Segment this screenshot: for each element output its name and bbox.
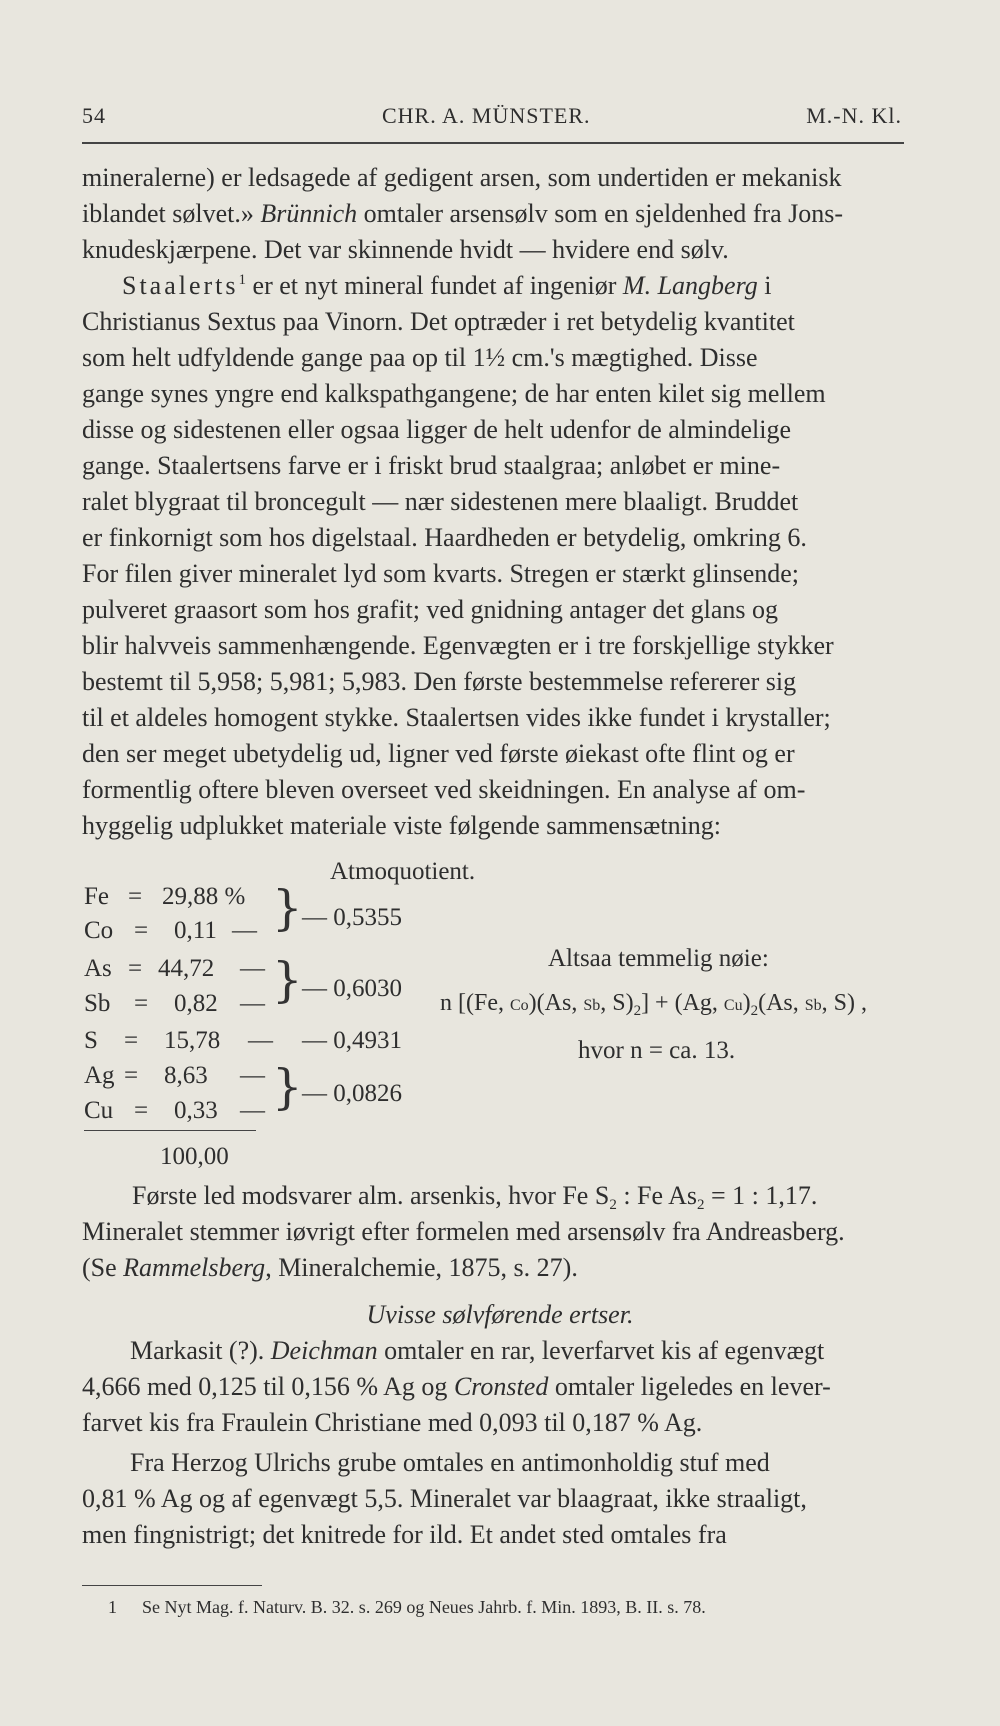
- percent-value: 44,72: [158, 955, 215, 982]
- text-line: ralet blygraat til broncegult — nær sidestenen mere blaaligt. Bruddet: [82, 487, 799, 516]
- text-line: farvet kis fra Fraulein Christiane med 0,093 til 0,187 % Ag.: [82, 1408, 703, 1437]
- text-line: mineralerne) er ledsagede af gedigent arsen, som undertiden er mekanisk: [82, 163, 842, 192]
- element-symbol: S: [84, 1027, 98, 1054]
- percent-value: 15,78: [164, 1027, 221, 1054]
- text-line: er finkornigt som hos digelstaal. Haardheden er betydelig, omkring 6.: [82, 523, 807, 552]
- footnote-marker: 1: [238, 272, 247, 288]
- mineral-name: Staalerts: [122, 271, 239, 300]
- percent-value: 8,63: [164, 1062, 208, 1089]
- text-fragment: , Mineralchemie, 1875, s. 27).: [265, 1253, 578, 1282]
- formula-part: (As,: [758, 990, 805, 1016]
- author-name: Deichman: [270, 1336, 378, 1365]
- text-fragment: i: [757, 271, 772, 300]
- text-fragment: : Fe As: [616, 1181, 697, 1210]
- subscript: 2: [609, 1197, 617, 1213]
- row-dash: —: [240, 990, 265, 1017]
- table-row: [84, 955, 265, 983]
- text-line: [82, 1369, 904, 1405]
- formula-subscript: 2: [633, 1003, 642, 1019]
- paragraph-intro: [82, 160, 904, 268]
- brace-ag-cu: }: [272, 1059, 303, 1115]
- header-rule: [82, 142, 904, 144]
- conclusion-n: hvor n = ca. 13.: [578, 1037, 736, 1064]
- element-symbol: As: [84, 955, 112, 982]
- running-series: M.-N. Kl.: [806, 103, 902, 128]
- equals-sign: =: [134, 990, 149, 1017]
- section-heading: Uvisse sølvførende ertser.: [366, 1300, 634, 1329]
- table-row: [84, 1062, 265, 1090]
- brace-fe-co: }: [272, 880, 303, 936]
- author-name: Cronsted: [453, 1372, 549, 1401]
- quotient-ag-cu: — 0,0826: [302, 1080, 402, 1107]
- element-symbol: Cu: [84, 1097, 114, 1124]
- formula-subscript: 2: [750, 1003, 759, 1019]
- quotient-fe-co: — 0,5355: [302, 904, 402, 931]
- brace-as-sb: }: [272, 952, 303, 1008]
- text-fragment: Første led modsvarer alm. arsenkis, hvor Fe S: [132, 1181, 610, 1210]
- paragraph-arsenkis: [82, 1178, 904, 1286]
- element-symbol: Sb: [84, 990, 111, 1017]
- text-fragment: omtaler en rar, leverfarvet kis af egenvægt: [377, 1336, 825, 1365]
- footnote-text: Se Nyt Mag. f. Naturv. B. 32. s. 269 og Neues Jahrb. f. Min. 1893, B. II. s. 78.: [142, 1597, 706, 1617]
- row-dash: —: [240, 955, 265, 982]
- paragraph-markasit: [82, 1333, 904, 1441]
- text-fragment: er et nyt mineral fundet af ingeniør: [246, 271, 623, 300]
- formula-small: Cu: [723, 997, 743, 1014]
- author-name: Rammelsberg: [123, 1253, 266, 1282]
- equals-sign: =: [124, 1027, 139, 1054]
- paragraph-staalerts: [82, 268, 904, 844]
- text-line: Fra Herzog Ulrichs grube omtales en antimonholdig stuf med: [130, 1448, 770, 1477]
- formula-part: ): [742, 990, 751, 1016]
- total-value: 100,00: [160, 1143, 229, 1170]
- text-line: men fingnistrigt; det knitrede for ild. Et andet sted omtales fra: [82, 1520, 727, 1549]
- text-fragment: iblandet sølvet.»: [82, 199, 261, 228]
- text-line: gange. Staalertsens farve er i friskt brud staalgraa; anløbet er mine-: [82, 451, 781, 480]
- text-line: disse og sidestenen eller ogsaa ligger de helt udenfor de almindelige: [82, 415, 791, 444]
- equals-sign: =: [128, 883, 143, 910]
- percent-value: 0,11: [174, 917, 217, 944]
- conclusion-label: Altsaa temmelig nøie:: [548, 945, 769, 972]
- formula-part: , S) ,: [821, 990, 868, 1016]
- equals-sign: =: [134, 917, 149, 944]
- row-dash: —: [232, 917, 257, 944]
- table-row: [84, 1097, 265, 1125]
- text-fragment: omtaler arsensølv som en sjeldenhed fra Jons-: [357, 199, 844, 228]
- atmoquotient-header: Atmoquotient.: [330, 858, 476, 885]
- footnote: [108, 1597, 706, 1618]
- engineer-name: M. Langberg: [622, 271, 758, 300]
- table-row: [84, 1027, 273, 1055]
- text-line: 0,81 % Ag og af egenvægt 5,5. Mineralet var blaagraat, ikke straaligt,: [82, 1484, 807, 1513]
- formula-part: , S): [600, 990, 634, 1016]
- footnote-marker: 1: [108, 1597, 117, 1617]
- footnote-rule: [82, 1585, 262, 1586]
- equals-sign: =: [124, 1062, 139, 1089]
- text-line: pulveret graasort som hos grafit; ved gnidning antager det glans og: [82, 595, 779, 624]
- text-line: til et aldeles homogent stykke. Staalertsen vides ikke fundet i krystaller;: [82, 703, 831, 732]
- row-dash: —: [240, 1062, 265, 1089]
- element-symbol: Co: [84, 917, 114, 944]
- percent-value: 0,33: [174, 1097, 218, 1124]
- text-line: [82, 1250, 904, 1286]
- text-line: bestemt til 5,958; 5,981; 5,983. Den første bestemmelse refererer sig: [82, 667, 797, 696]
- formula-small: Sb: [583, 997, 601, 1014]
- quotient-as-sb: — 0,6030: [302, 975, 402, 1002]
- text-line: hyggelig udplukket materiale viste følgende sammensætning:: [82, 811, 722, 840]
- text-fragment: omtaler ligeledes en lever-: [548, 1372, 831, 1401]
- running-author: CHR. A. MÜNSTER.: [382, 103, 591, 128]
- text-fragment: 4,666 med 0,125 til 0,156 % Ag og: [82, 1372, 454, 1401]
- text-line: knudeskjærpene. Det var skinnende hvidt — hvidere end sølv.: [82, 235, 729, 264]
- table-row: [84, 883, 245, 911]
- formula-small: Sb: [804, 997, 822, 1014]
- empirical-formula: [440, 990, 867, 1017]
- element-symbol: Fe: [84, 883, 109, 910]
- formula-small: Co: [509, 997, 529, 1014]
- table-row: [84, 917, 257, 945]
- percent-value: 0,82: [174, 990, 218, 1017]
- formula-part: )(As,: [528, 990, 584, 1016]
- percent-value: 29,88 %: [162, 883, 246, 910]
- equals-sign: =: [134, 1097, 149, 1124]
- text-fragment: Markasit (?).: [130, 1336, 271, 1365]
- row-dash: —: [240, 1097, 265, 1124]
- text-line: [82, 1178, 904, 1214]
- text-line: Christianus Sextus paa Vinorn. Det optræder i ret betydelig kvantitet: [82, 307, 795, 336]
- running-header: [82, 103, 902, 137]
- formula-part: n [(Fe,: [440, 990, 510, 1016]
- author-name: Brünnich: [260, 199, 358, 228]
- equals-sign: =: [128, 955, 143, 982]
- text-line: For filen giver mineralet lyd som kvarts. Stregen er stærkt glinsende;: [82, 559, 800, 588]
- row-dash: —: [248, 1027, 273, 1054]
- text-line: gange synes yngre end kalkspathgangene; de har enten kilet sig mellem: [82, 379, 826, 408]
- quotient-s: — 0,4931: [302, 1027, 402, 1054]
- sum-rule: [84, 1130, 256, 1131]
- formula-part: ] + (Ag,: [641, 990, 724, 1016]
- text-line: [82, 1333, 904, 1369]
- text-line: [82, 196, 904, 232]
- text-fragment: (Se: [82, 1253, 124, 1282]
- text-line: som helt udfyldende gange paa op til 1½ cm.'s mægtighed. Disse: [82, 343, 758, 372]
- text-line: formentlig oftere bleven overseet ved skeidningen. En analyse af om-: [82, 775, 806, 804]
- subscript: 2: [697, 1197, 705, 1213]
- text-line: den ser meget ubetydelig ud, ligner ved første øiekast ofte flint og er: [82, 739, 795, 768]
- page-number: 54: [82, 103, 106, 128]
- text-line: Mineralet stemmer iøvrigt efter formelen med arsensølv fra Andreasberg.: [82, 1217, 845, 1246]
- element-symbol: Ag: [84, 1062, 115, 1089]
- paragraph-herzog: [82, 1445, 904, 1553]
- text-fragment: = 1 : 1,17.: [704, 1181, 818, 1210]
- text-line: blir halvveis sammenhængende. Egenvægten er i tre forskjellige stykker: [82, 631, 834, 660]
- table-row: [84, 990, 265, 1018]
- text-line: [82, 268, 904, 304]
